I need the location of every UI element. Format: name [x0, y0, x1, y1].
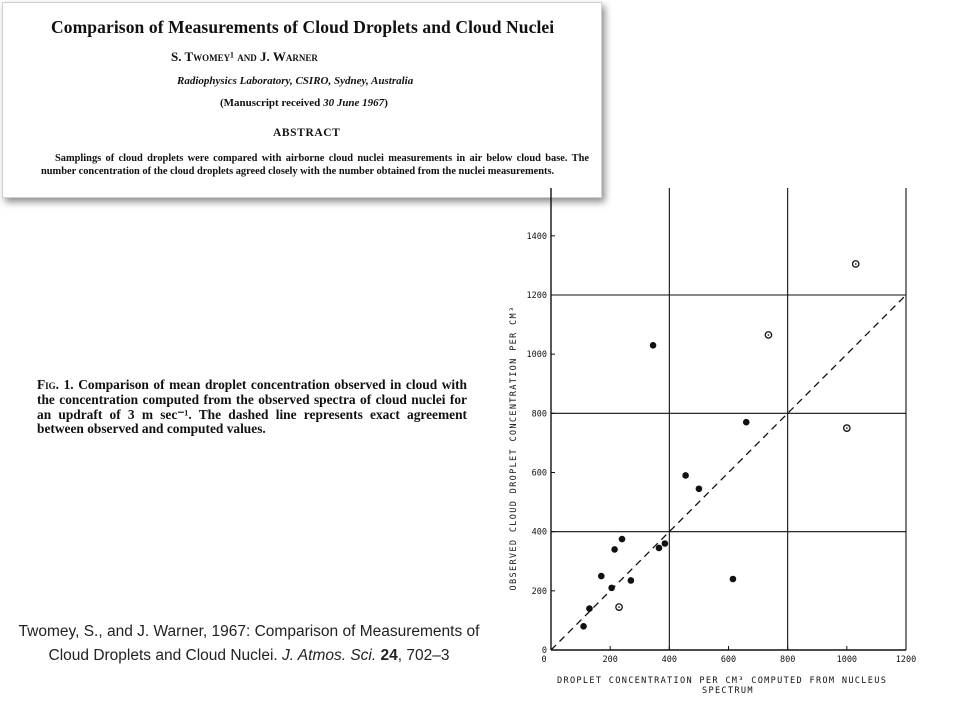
data-point-filled — [730, 576, 737, 583]
paper-affiliation: Radiophysics Laboratory, CSIRO, Sydney, Australia — [177, 75, 414, 87]
paper-title: Comparison of Measurements of Cloud Droplets and Cloud Nuclei — [51, 17, 555, 37]
data-point-hollow — [616, 604, 622, 610]
data-points — [580, 261, 859, 630]
data-point-filled — [628, 577, 635, 584]
axes-layer — [551, 188, 906, 650]
x-tick-label: 1000 — [836, 655, 858, 665]
x-axis-label-line2: SPECTRUM — [702, 686, 754, 696]
grid-layer — [551, 188, 906, 650]
data-point-filled — [743, 419, 750, 426]
data-point-filled — [696, 485, 703, 492]
received-prefix: (Manuscript received — [220, 97, 324, 109]
citation-authors: Twomey, S., and J. Warner, 1967: Comparison of Measurements of Cloud Droplets and Cloud Nuclei. — [18, 623, 480, 664]
data-point-filled — [650, 342, 657, 349]
figure-caption — [37, 378, 467, 437]
y-tick-label: 600 — [531, 468, 547, 479]
abstract-heading: ABSTRACT — [273, 127, 341, 139]
y-axis-label: OBSERVED CLOUD DROPLET CONCENTRATION PER CM³ — [509, 305, 519, 591]
tick-labels — [527, 232, 917, 665]
data-point-filled — [608, 585, 615, 592]
x-tick-label: 1200 — [895, 655, 917, 665]
paper-authors: S. Twomey¹ and J. Warner — [171, 49, 318, 64]
paper-received — [220, 97, 388, 109]
x-axis-label: DROPLET CONCENTRATION PER CM³ COMPUTED FROM NUCLEUS SPECTRUM — [557, 676, 888, 696]
citation-pages: , 702–3 — [397, 647, 450, 664]
data-point-filled — [682, 472, 689, 479]
x-tick-label: 400 — [661, 655, 678, 665]
data-point-hollow — [765, 332, 771, 338]
reference-line-layer — [551, 295, 906, 650]
data-point-filled — [662, 540, 669, 547]
y-tick-label: 0 — [541, 646, 547, 656]
figure-label: Fig. 1. — [37, 377, 74, 392]
y-tick-label: 1000 — [526, 350, 547, 361]
y-tick-label: 1200 — [526, 291, 547, 301]
data-point-filled — [619, 536, 626, 543]
y-tick-label: 800 — [531, 409, 547, 420]
data-point-hollow-core — [618, 606, 620, 608]
data-point-hollow — [844, 425, 850, 431]
citation — [18, 620, 480, 668]
data-point-filled — [580, 623, 587, 630]
data-point-hollow — [853, 261, 859, 267]
x-tick-label: 800 — [779, 655, 796, 665]
x-tick-label: 600 — [720, 655, 737, 665]
y-tick-label: 200 — [531, 586, 547, 597]
y-tick-label: 400 — [531, 527, 547, 538]
paper-header — [2, 2, 602, 198]
citation-volume: 24 — [380, 647, 398, 664]
x-tick-label: 0 — [541, 655, 547, 665]
figure-caption-text: Comparison of mean droplet concentration observed in cloud with the concentration computed from the observed spectra of cloud nuclei for an updraft of 3 m sec⁻¹. The dashed line represents exact agreement between observed and computed values. — [37, 377, 468, 437]
y-tick-label: 1400 — [526, 231, 547, 242]
exact-agreement-line — [551, 295, 906, 650]
received-date: 30 June 1967 — [323, 97, 385, 109]
data-point-hollow-core — [846, 427, 848, 429]
data-point-filled — [656, 545, 663, 552]
x-tick-label: 200 — [602, 655, 618, 665]
data-point-hollow-core — [855, 263, 857, 265]
data-point-hollow-core — [767, 334, 769, 336]
abstract-text: Samplings of cloud droplets were compared with airborne cloud nuclei measurements in air below cloud base. The number concentration of the cloud droplets agreed closely with the number obtained from the nuclei measurements. — [41, 153, 589, 177]
data-point-filled — [586, 605, 593, 612]
data-point-filled — [611, 546, 618, 553]
citation-journal: J. Atmos. Sci. — [282, 647, 377, 664]
data-point-filled — [598, 573, 605, 580]
received-suffix: ) — [384, 97, 388, 109]
